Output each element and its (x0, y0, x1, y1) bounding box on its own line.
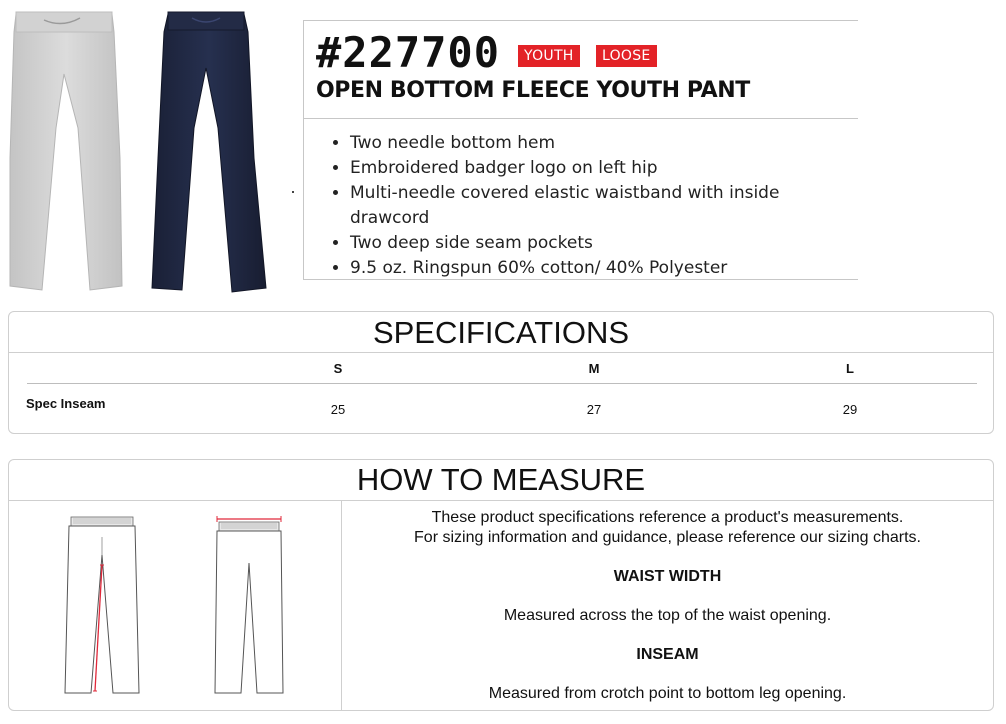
product-name: OPEN BOTTOM FLEECE YOUTH PANT (316, 78, 750, 103)
specifications-divider (9, 352, 993, 353)
waist-width-description: Measured across the top of the waist opening. (503, 607, 832, 624)
waist-width-heading: WAIST WIDTH (613, 568, 722, 585)
size-header-rule (27, 383, 977, 384)
specifications-panel (8, 311, 994, 434)
feature-item: • Two deep side seam pockets (350, 231, 858, 256)
specifications-title: SPECIFICATIONS (372, 315, 630, 350)
feature-item: • Embroidered badger logo on left hip (350, 156, 858, 181)
product-header (303, 20, 858, 280)
how-to-measure-panel (8, 459, 994, 711)
size-header-s: S (333, 361, 343, 376)
loose-badge: LOOSE (596, 45, 657, 67)
how-to-measure-title: HOW TO MEASURE (356, 462, 646, 497)
inseam-description: Measured from crotch point to bottom leg opening. (488, 685, 847, 702)
size-header-l: L (846, 361, 854, 376)
waist-diagram (209, 515, 289, 697)
spec-value-l: 29 (842, 402, 858, 417)
header-divider (304, 118, 858, 119)
grey-pant-image (4, 8, 126, 294)
feature-item: • 9.5 oz. Ringspun 60% cotton/ 40% Polyester (350, 256, 858, 281)
spec-row-label: Spec Inseam (26, 396, 106, 411)
product-sku: #227700 (316, 28, 501, 77)
intro-line-2: For sizing information and guidance, please reference our sizing charts. (414, 529, 921, 546)
stray-dot (292, 191, 294, 193)
youth-badge: YOUTH (518, 45, 580, 67)
spec-value-m: 27 (586, 402, 602, 417)
feature-item: • Two needle bottom hem (350, 131, 858, 156)
intro-line-1: These product specifications reference a product's measurements. (431, 509, 904, 526)
size-header-m: M (588, 361, 600, 376)
spec-value-s: 25 (330, 402, 346, 417)
navy-pant-image (146, 8, 272, 294)
how-to-measure-text (342, 508, 993, 704)
feature-item: • Multi-needle covered elastic waistband with inside drawcord (350, 181, 858, 231)
inseam-diagram (59, 515, 145, 697)
inseam-heading: INSEAM (636, 646, 699, 663)
feature-list (330, 131, 858, 281)
how-to-measure-divider (9, 500, 993, 501)
